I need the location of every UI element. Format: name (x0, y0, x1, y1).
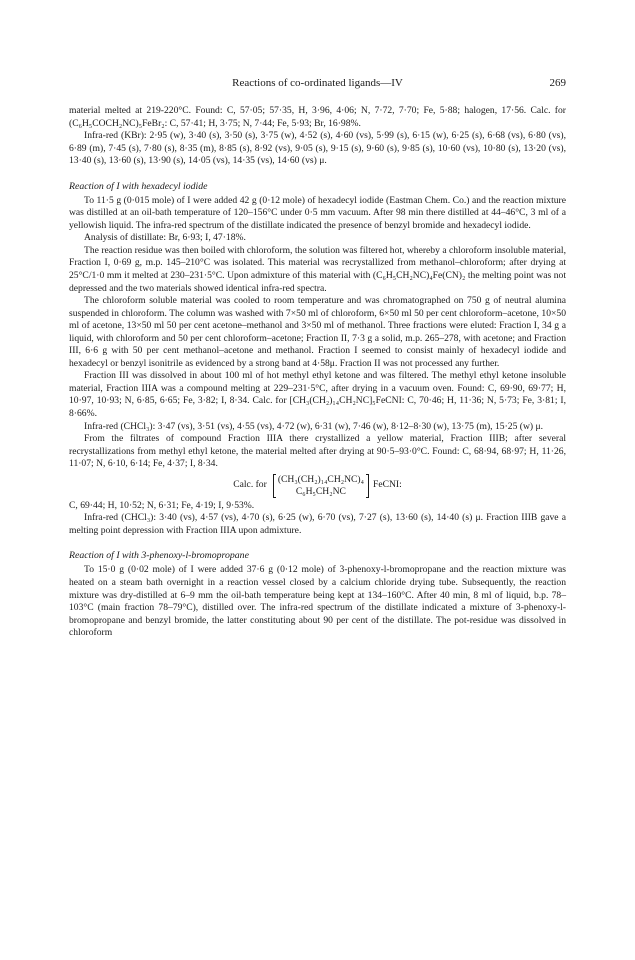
article-body (69, 105, 566, 640)
paragraph-hexadecyl-procedure: To 11·5 g (0·015 mole) of I were added 42 g (0·12 mole) of hexadecyl iodide (Eastman Chem. Co.) and the reaction mixture was distilled at an oil-bath temperature of 120–156°C under 0·5 mm vacuum. After 98 min there distilled at 44–46°C, 3 ml of a yellowish liquid. The infra-red spectrum of the distillate indicated the presence of benzyl bromide and hexadecyl iodide. (69, 194, 566, 231)
running-title: Reactions of co-ordinated ligands—IV (232, 77, 403, 89)
paragraph-fraction-i: The reaction residue was then boiled with chloroform, the solution was filtered hot, whereby a chloroform insoluble material, Fraction I, 0·69 g, m.p. 145–210°C was isolated. This material was recrystallized from methanol–chloroform; after drying at 25°C/1·0 mm it melted at 230–231·5°C. Upon admixture of this material with (C₆H₅CH₂NC)₄Fe(CN)₂ the melting point was not depressed and the two materials showed identical infra-red spectra. (69, 244, 566, 294)
section-heading-hexadecyl-iodide: Reaction of I with hexadecyl iodide (69, 180, 208, 192)
formula-calc (69, 474, 566, 498)
paragraph-infrared-chcl3-a: Infra-red (CHCl₃): 3·47 (vs), 3·51 (vs), 4·55 (vs), 4·72 (w), 6·31 (w), 7·46 (w), 8·12–8·30 (w), 13·75 (m), 15·25 (w) μ. (84, 420, 544, 432)
paragraph-distillate-analysis: Analysis of distillate: Br, 6·93; I, 47·18%. (84, 232, 246, 244)
formula-bottom-line: C₆H₅CH₂NC (295, 485, 346, 497)
page-number: 269 (549, 77, 566, 89)
paragraph-calc-values: C, 69·44; H, 10·52; N, 6·31; Fe, 4·19; I, 9·53%. (69, 499, 255, 511)
running-header (69, 77, 566, 91)
formula-bracket (273, 474, 369, 498)
paragraph-fraction-iiib: From the filtrates of compound Fraction IIIA there crystallized a yellow material, Fraction IIIB; after several recrystallizations from methyl ethyl ketone, the material melted after drying at 90·5–93·0°C. Found: C, 68·94, 68·97; H, 11·26, 11·07; N, 6·10, 6·14; Fe, 4·37; I, 8·34. (69, 433, 566, 470)
paragraph-infrared-chcl3-b: Infra-red (CHCl₃): 3·40 (vs), 4·57 (vs), 4·70 (s), 6·25 (w), 6·70 (vs), 7·27 (s), 13·60 (s), 14·40 (s) μ. Fraction IIIB gave a melting point depression with Fraction IIIA upon admixture. (69, 512, 566, 536)
section-heading-phenoxy-bromopropane: Reaction of I with 3-phenoxy-l-bromopropane (69, 550, 249, 562)
paragraph-phenoxy-procedure: To 15·0 g (0·02 mole) of I were added 37·6 g (0·12 mole) of 3-phenoxy-l-bromopropane and the reaction mixture was heated on a steam bath overnight in a reaction vessel closed by a calcium chloride drying tube. Subsequently, the reaction mixture was dry-distilled at 6–9 mm the oil-bath temperature being kept at 134–160°C. After 40 min, 8 ml of liquid, b.p. 78–103°C (main fraction 78–79°C), distilled over. The infra-red spectrum of the distillate indicated a mixture of 3-phenoxy-l-bromopropane and benzyl bromide, the latter constituting about 90 per cent of the distillate. The pot-residue was dissolved in chloroform (69, 564, 566, 639)
paragraph-fraction-iii: Fraction III was dissolved in about 100 ml of hot methyl ethyl ketone and was filtered. The methyl ethyl ketone insoluble material, Fraction IIIA was a compound melting at 229–231·5°C, after drying in a vacuum oven. Found: C, 69·90, 69·77; H, 10·97, 10·93; N, 6·85, 6·65; Fe, 3·82; I, 8·34. Calc. for [CH₃(CH₂)₁₄CH₂NC]₅FeCNI: C, 70·46; H, 11·36; N, 5·73; Fe, 3·81; I, 8·66%. (69, 370, 566, 420)
formula-tail: FeCNI: (372, 479, 402, 491)
paragraph-chromatography: The chloroform soluble material was cooled to room temperature and was chromatographed on 750 g of neutral alumina suspended in chloroform. The column was washed with 7×50 ml of chloroform, 6×50 ml 50 per cent chloroform–acetone, 10×50 ml of acetone, 13×50 ml 50 per cent acetone–methanol and 3×50 ml of methanol. Three fractions were eluted: Fraction I, 34 g a liquid, with chloroform and 50 per cent chloroform–acetone; Fraction II, 7·3 g a solid, m.p. 265–278, with acetone; and Fraction III, 6·6 g with 50 per cent methanol–acetone and methanol. Fraction I seemed to consist mainly of hexadecyl iodide and hexadecyl or benzyl isonitrile as evidenced by a strong band at 4·58μ. Fraction II was not processed any further. (69, 295, 566, 369)
formula-top-line: (CH₃(CH₂)₁₄CH₂NC)₄ (277, 473, 364, 485)
paragraph-continued: material melted at 219-220°C. Found: C, 57·05; 57·35, H, 3·96, 4·06; N, 7·72, 7·70; Fe, 5·88; halogen, 17·56. Calc. for (C₆H₅COCH₂NC)₅FeBr₂: C, 57·41; H, 3·75; N, 7·44; Fe, 5·93; Br, 16·98%. (69, 105, 566, 129)
paragraph-infrared-kbr: Infra-red (KBr): 2·95 (w), 3·40 (s), 3·50 (s), 3·75 (w), 4·52 (s), 4·60 (vs), 5·99 (s), 6·15 (w), 6·25 (s), 6·68 (vs), 6·80 (vs), 6·89 (m), 7·45 (s), 7·80 (s), 8·35 (m), 8·85 (s), 8·92 (vs), 9·05 (s), 9·15 (s), 9·60 (s), 9·85 (s), 10·60 (vs), 10·80 (s), 13·20 (vs), 13·40 (s), 13·60 (s), 13·90 (s), 14·05 (vs), 14·35 (vs), 14·60 (vs) μ. (69, 130, 566, 167)
formula-calc-label: Calc. for (233, 479, 267, 491)
